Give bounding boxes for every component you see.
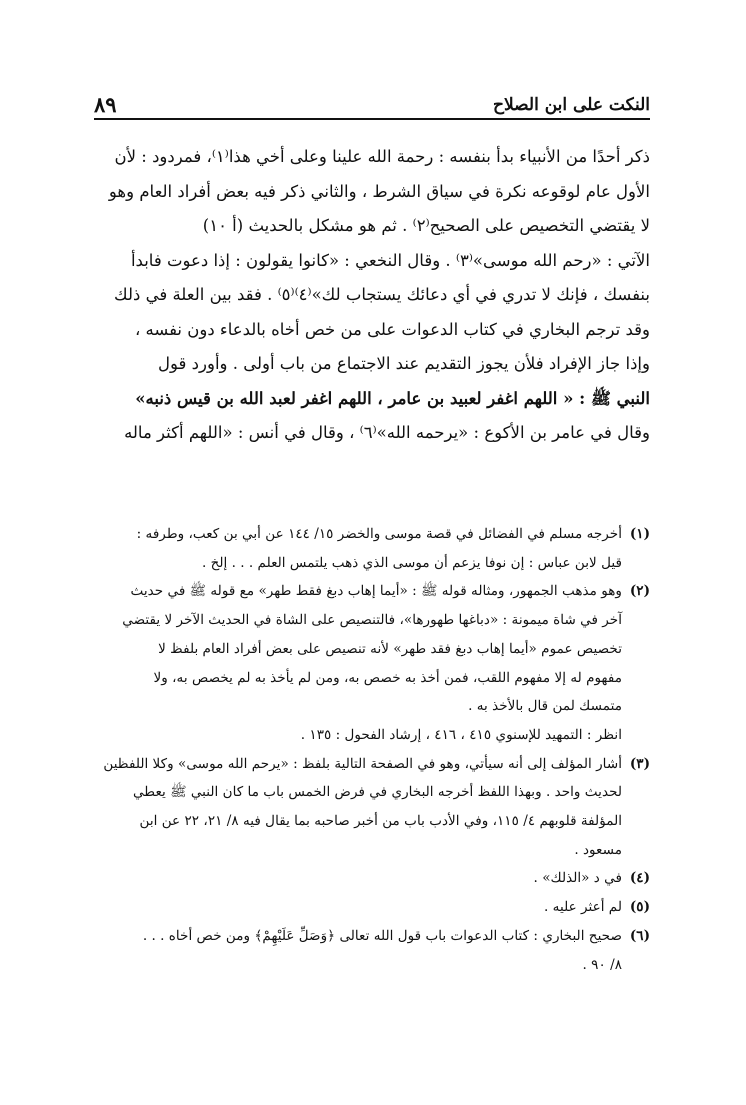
footnote-number: (٦) [629, 927, 650, 944]
body-line: وقد ترجم البخاري في كتاب الدعوات على من خص أخاه بالدعاء دون نفسه ، [134, 319, 650, 339]
footnote-line: المؤلفة قلوبهم ٤/ ١١٥، وفي الأدب باب من أخبر صاحبه بما يقال فيه ٨/ ٢١، ٢٢ عن ابن [139, 813, 622, 830]
footnote-1 [94, 520, 650, 549]
footnote-3 [94, 750, 650, 779]
footnote-line: مفهوم له إلا مفهوم اللقب، فمن أخذ به خصص به، ومن لم يأخذ به لم يخصص به، ولا [153, 669, 622, 686]
body-line: الأول عام لوقوعه نكرة في سياق الشرط ، والثاني ذكر فيه بعض أفراد العام وهو [108, 181, 650, 201]
footnote-line: في د «الذلك» . [533, 870, 622, 887]
footnote-line: أشار المؤلف إلى أنه سيأتي، وهو في الصفحة التالية بلفظ : «يرحم الله موسى» وكلا اللفظين [103, 755, 622, 772]
footnote-4 [94, 864, 650, 893]
footnote-line: لم أعثر عليه . [544, 899, 622, 916]
footnote-number: (٢) [629, 583, 650, 600]
footnote-line: صحيح البخاري : كتاب الدعوات باب قول الله تعالى ﴿وَصَلِّ عَلَيْهِمْ﴾ ومن خص أخاه . . . [142, 927, 622, 944]
footnote-line: متمسك لمن قال بالأخذ به . [468, 698, 622, 715]
footnote-number: (٥) [629, 899, 650, 916]
running-title: النكت على ابن الصلاح [493, 95, 650, 115]
footnote-line: انظر : التمهيد للإسنوي ٤١٥ ، ٤١٦ ، إرشاد الفحول : ١٣٥ . [300, 726, 622, 743]
footnote-number: (٣) [629, 755, 650, 772]
footnote-line: آخر في شاة ميمونة : «دباغها طهورها»، فالتنصيص على الشاة في الحديث الآخر لا يقتضي [122, 612, 622, 629]
body-line: بنفسك ، فإنك لا تدري في أي دعائك يستجاب لك»⁽٤⁾⁽٥⁾ . فقد بين العلة في ذلك [114, 285, 650, 304]
footnote-number: (١) [629, 526, 650, 542]
footnote-line: ٨/ ٩٠ . [582, 956, 622, 973]
footnote-line: أخرجه مسلم في الفضائل في قصة موسى والخضر ١٥/ ١٤٤ عن أبي بن كعب، وطرفه : [136, 526, 622, 542]
body-line: لا يقتضي التخصيص على الصحيح⁽٢⁾ . ثم هو مشكل بالحديث (أ ١٠) [202, 216, 650, 235]
footnote-number: (٤) [629, 870, 650, 887]
body-line: وإذا جاز الإفراد فلأن يجوز التقديم عند الاجتماع من باب أولى . وأورد قول [158, 354, 650, 373]
footnotes [94, 520, 650, 979]
body-line: الآتي : «رحم الله موسى»⁽٣⁾ . وقال النخعي : «كانوا يقولون : إذا دعوت فابدأ [130, 250, 650, 270]
body-line: وقال في عامر بن الأكوع : «يرحمه الله»⁽٦⁾ ، وقال في أنس : «اللهم أكثر ماله [124, 423, 650, 442]
footnote-line: لحديث واحد . وبهذا اللفظ أخرجه البخاري في فرض الخمس باب ما كان النبي ﷺ يعطي [132, 784, 622, 801]
footnote-line: تخصيص عموم «أيما إهاب دبغ فقد طهر» لأنه تنصيص على بعض أفراد العام بلفظ لا [158, 640, 622, 657]
main-text [94, 140, 650, 451]
page-header [94, 86, 650, 120]
page-number: ٨٩ [94, 92, 117, 117]
footnote-line: مسعود . [574, 841, 622, 858]
footnote-2 [94, 577, 650, 606]
footnote-5 [94, 893, 650, 922]
footnote-line: قيل لابن عباس : إن نوفا يزعم أن موسى الذي ذهب يلتمس العلم . . . إلخ . [201, 554, 622, 571]
body-line: ذكر أحدًا من الأنبياء بدأ بنفسه : رحمة الله علينا وعلى أخي هذا⁽١⁾، فمردود : لأن [114, 147, 650, 166]
footnote-line: وهو مذهب الجمهور، ومثاله قوله ﷺ : «أيما إهاب دبغ فقط طهر» مع قوله ﷺ في حديث [130, 583, 622, 600]
footnote-6 [94, 922, 650, 951]
body-line: النبي ﷺ : « اللهم اغفر لعبيد بن عامر ، اللهم اغفر لعبد الله بن قيس ذنبه» [135, 388, 650, 408]
